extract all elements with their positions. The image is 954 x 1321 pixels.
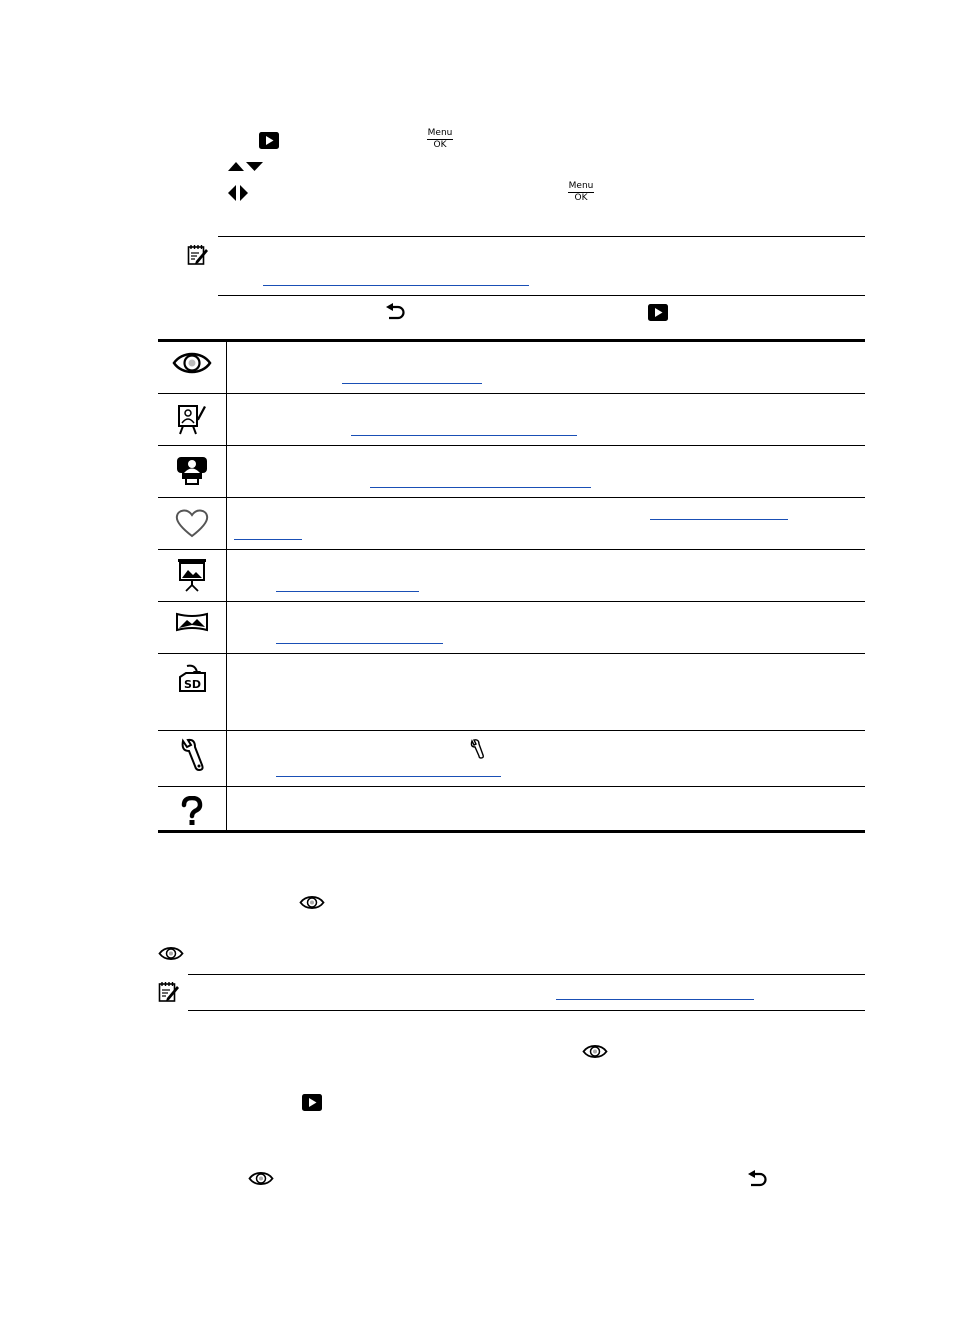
up-down-arrows-icon bbox=[228, 160, 264, 172]
note-icon bbox=[187, 244, 209, 266]
view-link[interactable] bbox=[342, 382, 482, 384]
table-top-border bbox=[158, 339, 865, 342]
back-arrow-icon bbox=[747, 1170, 769, 1188]
table-row-divider bbox=[158, 653, 865, 654]
table-column-divider bbox=[226, 342, 227, 832]
question-icon bbox=[180, 796, 204, 826]
table-row-divider bbox=[158, 601, 865, 602]
table-row-divider bbox=[158, 549, 865, 550]
note-reference-link[interactable] bbox=[263, 284, 529, 286]
left-right-arrows-icon bbox=[227, 184, 249, 202]
menu-ok-button-icon: Menu OK bbox=[427, 128, 453, 150]
eye-icon bbox=[582, 1043, 608, 1060]
table-row-divider bbox=[158, 445, 865, 446]
wrench-icon bbox=[469, 739, 485, 759]
note-top-rule bbox=[188, 974, 865, 975]
note-top-rule bbox=[218, 236, 865, 237]
eye-icon bbox=[299, 894, 325, 911]
table-row-divider bbox=[158, 497, 865, 498]
note-icon bbox=[158, 981, 180, 1003]
note-reference-link[interactable] bbox=[556, 998, 754, 1000]
table-row-divider bbox=[158, 730, 865, 731]
back-arrow-icon bbox=[385, 303, 407, 321]
easel-icon bbox=[177, 403, 207, 435]
slideshow-link[interactable] bbox=[276, 590, 419, 592]
menu-ok-button-icon: Menu OK bbox=[568, 181, 594, 203]
setup-link[interactable] bbox=[276, 775, 501, 777]
photosmart-express-link[interactable] bbox=[370, 486, 591, 488]
note-bottom-rule bbox=[218, 295, 865, 296]
panorama-icon bbox=[175, 612, 209, 632]
table-row-divider bbox=[158, 393, 865, 394]
favorites-link-part-1[interactable] bbox=[650, 518, 788, 520]
table-row-divider bbox=[158, 786, 865, 787]
note-bottom-rule bbox=[188, 1010, 865, 1011]
slideshow-icon bbox=[177, 558, 207, 592]
playback-icon bbox=[302, 1094, 322, 1111]
eye-icon bbox=[248, 1170, 274, 1187]
heart-icon bbox=[175, 508, 209, 538]
playback-icon bbox=[259, 132, 279, 149]
sd-card-icon bbox=[177, 663, 209, 693]
playback-icon bbox=[648, 304, 668, 321]
eye-icon bbox=[172, 350, 212, 376]
panorama-link[interactable] bbox=[276, 642, 443, 644]
print-share-icon bbox=[175, 455, 209, 485]
favorites-link-part-2[interactable] bbox=[234, 538, 302, 540]
eye-icon bbox=[158, 945, 184, 962]
table-bottom-border bbox=[158, 830, 865, 833]
svg-text:SD: SD bbox=[183, 678, 202, 691]
design-gallery-link[interactable] bbox=[351, 434, 577, 436]
wrench-icon bbox=[178, 738, 206, 772]
